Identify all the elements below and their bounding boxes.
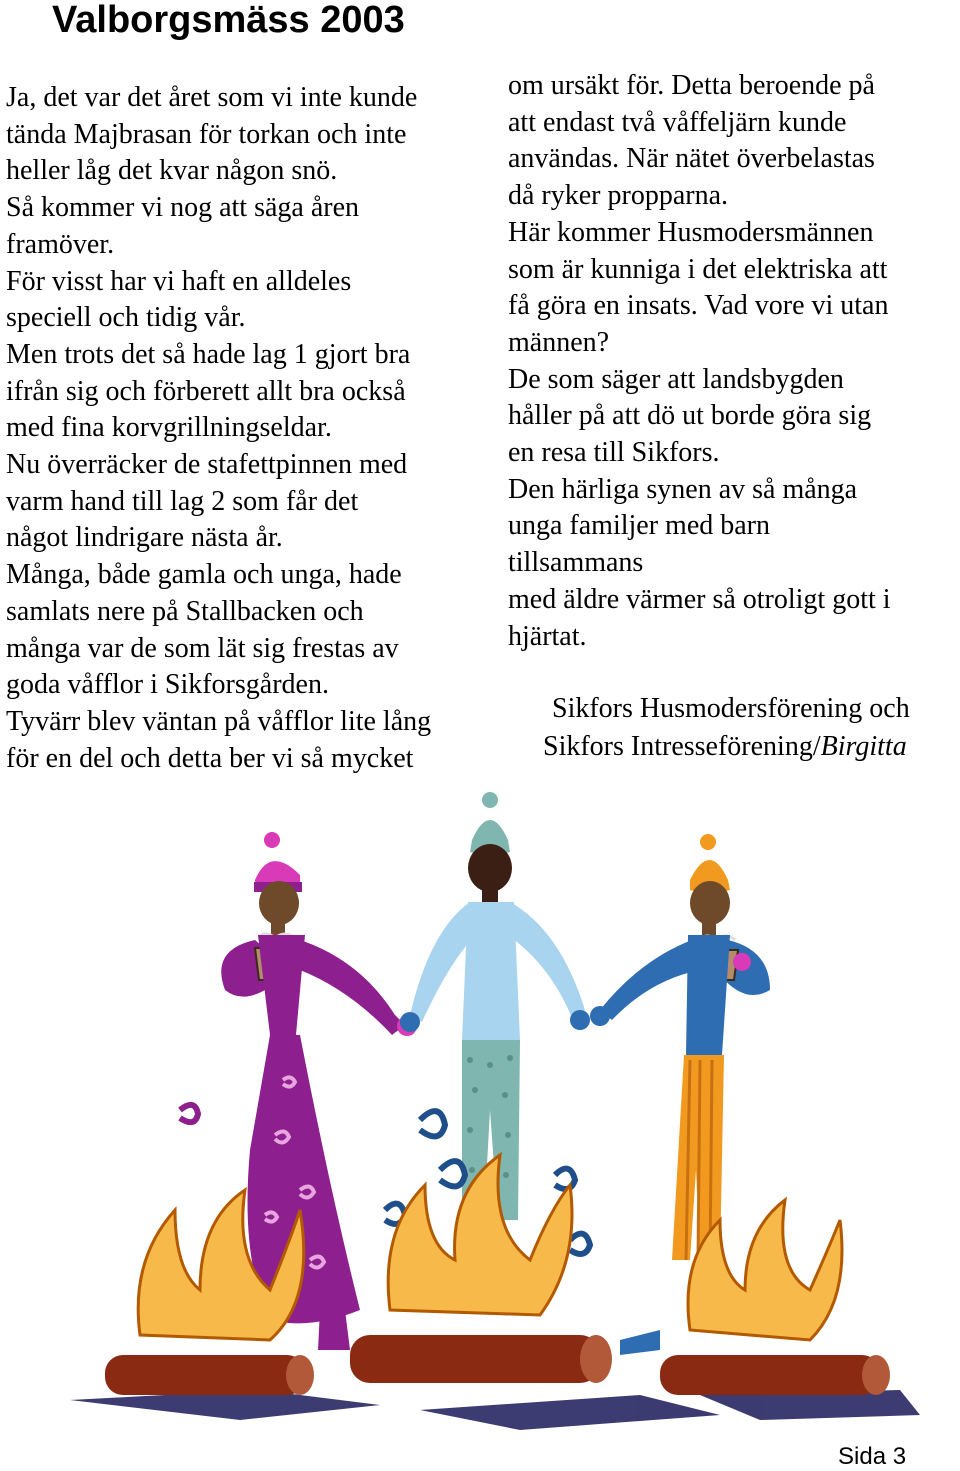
text-line: håller på att dö ut borde göra sig — [508, 400, 872, 432]
text-line: De som säger att landsbygden — [508, 363, 844, 395]
text-line: tända Majbrasan för torkan och inte — [6, 118, 407, 150]
text-line: då ryker propparna. — [508, 180, 729, 212]
text-line: samlats nere på Stallbacken och — [6, 595, 364, 627]
text-line: att endast två våffeljärn kunde — [508, 106, 847, 138]
text-line: få göra en insats. Vad vore vi utan — [508, 290, 889, 322]
text-line: heller låg det kvar någon snö. — [6, 155, 338, 187]
text-line: goda våfflor i Sikforsgården. — [6, 669, 329, 701]
signature-author: Birgitta — [820, 731, 907, 762]
text-line: med äldre värmer så otroligt gott i — [508, 583, 891, 615]
signature-organization: Sikfors Intresseförening/ — [543, 731, 821, 762]
text-line: Ja, det var det året som vi inte kunde — [6, 82, 418, 113]
text-line: Nu överräcker de stafettpinnen med — [6, 449, 408, 481]
text-line: speciell och tidig vår. — [6, 302, 246, 334]
right-fire — [660, 1200, 890, 1395]
page-title: Valborgsmäss 2003 — [52, 0, 405, 41]
text-line: som är kunniga i det elektriska att — [508, 253, 888, 285]
ground-shadow — [70, 1390, 920, 1430]
page-number: Sida 3 — [838, 1443, 907, 1470]
text-line: ifrån sig och förberett allt bra också — [6, 375, 406, 407]
right-column — [508, 68, 891, 655]
text-line: Men trots det så hade lag 1 gjort bra — [6, 338, 411, 370]
text-line: något lindrigare nästa år. — [6, 522, 283, 554]
text-line: Här kommer Husmodersmännen — [508, 216, 874, 248]
right-person — [590, 834, 770, 1355]
text-line: unga familjer med barn — [508, 510, 771, 542]
text-line: varm hand till lag 2 som får det — [6, 485, 359, 517]
text-line: För visst har vi haft en alldeles — [6, 265, 352, 297]
text-line: användas. När nätet överbelastas — [508, 143, 875, 175]
text-line: hjärtat. — [508, 620, 587, 652]
signature-line-2 — [543, 728, 907, 766]
bonfire-people-dancing-icon — [0, 790, 960, 1440]
text-line: om ursäkt för. Detta beroende på — [508, 70, 875, 101]
text-line: tillsammans — [508, 547, 644, 579]
text-line: en resa till Sikfors. — [508, 437, 720, 469]
text-line: för en del och detta ber vi så mycket — [6, 742, 414, 774]
text-line: Så kommer vi nog att säga åren — [6, 192, 360, 224]
text-line: Den härliga synen av så många — [508, 473, 858, 505]
text-line: männen? — [508, 326, 610, 358]
text-line: Många, både gamla och unga, hade — [6, 559, 402, 591]
center-person — [400, 792, 590, 1220]
text-line: framöver. — [6, 228, 115, 260]
text-line: Tyvärr blev väntan på våfflor lite lång — [6, 705, 432, 737]
signature-line-1: Sikfors Husmodersförening och — [552, 693, 910, 724]
text-line: med fina korvgrillningseldar. — [6, 412, 332, 444]
left-column — [6, 80, 431, 777]
text-line: många var de som lät sig frestas av — [6, 632, 399, 664]
